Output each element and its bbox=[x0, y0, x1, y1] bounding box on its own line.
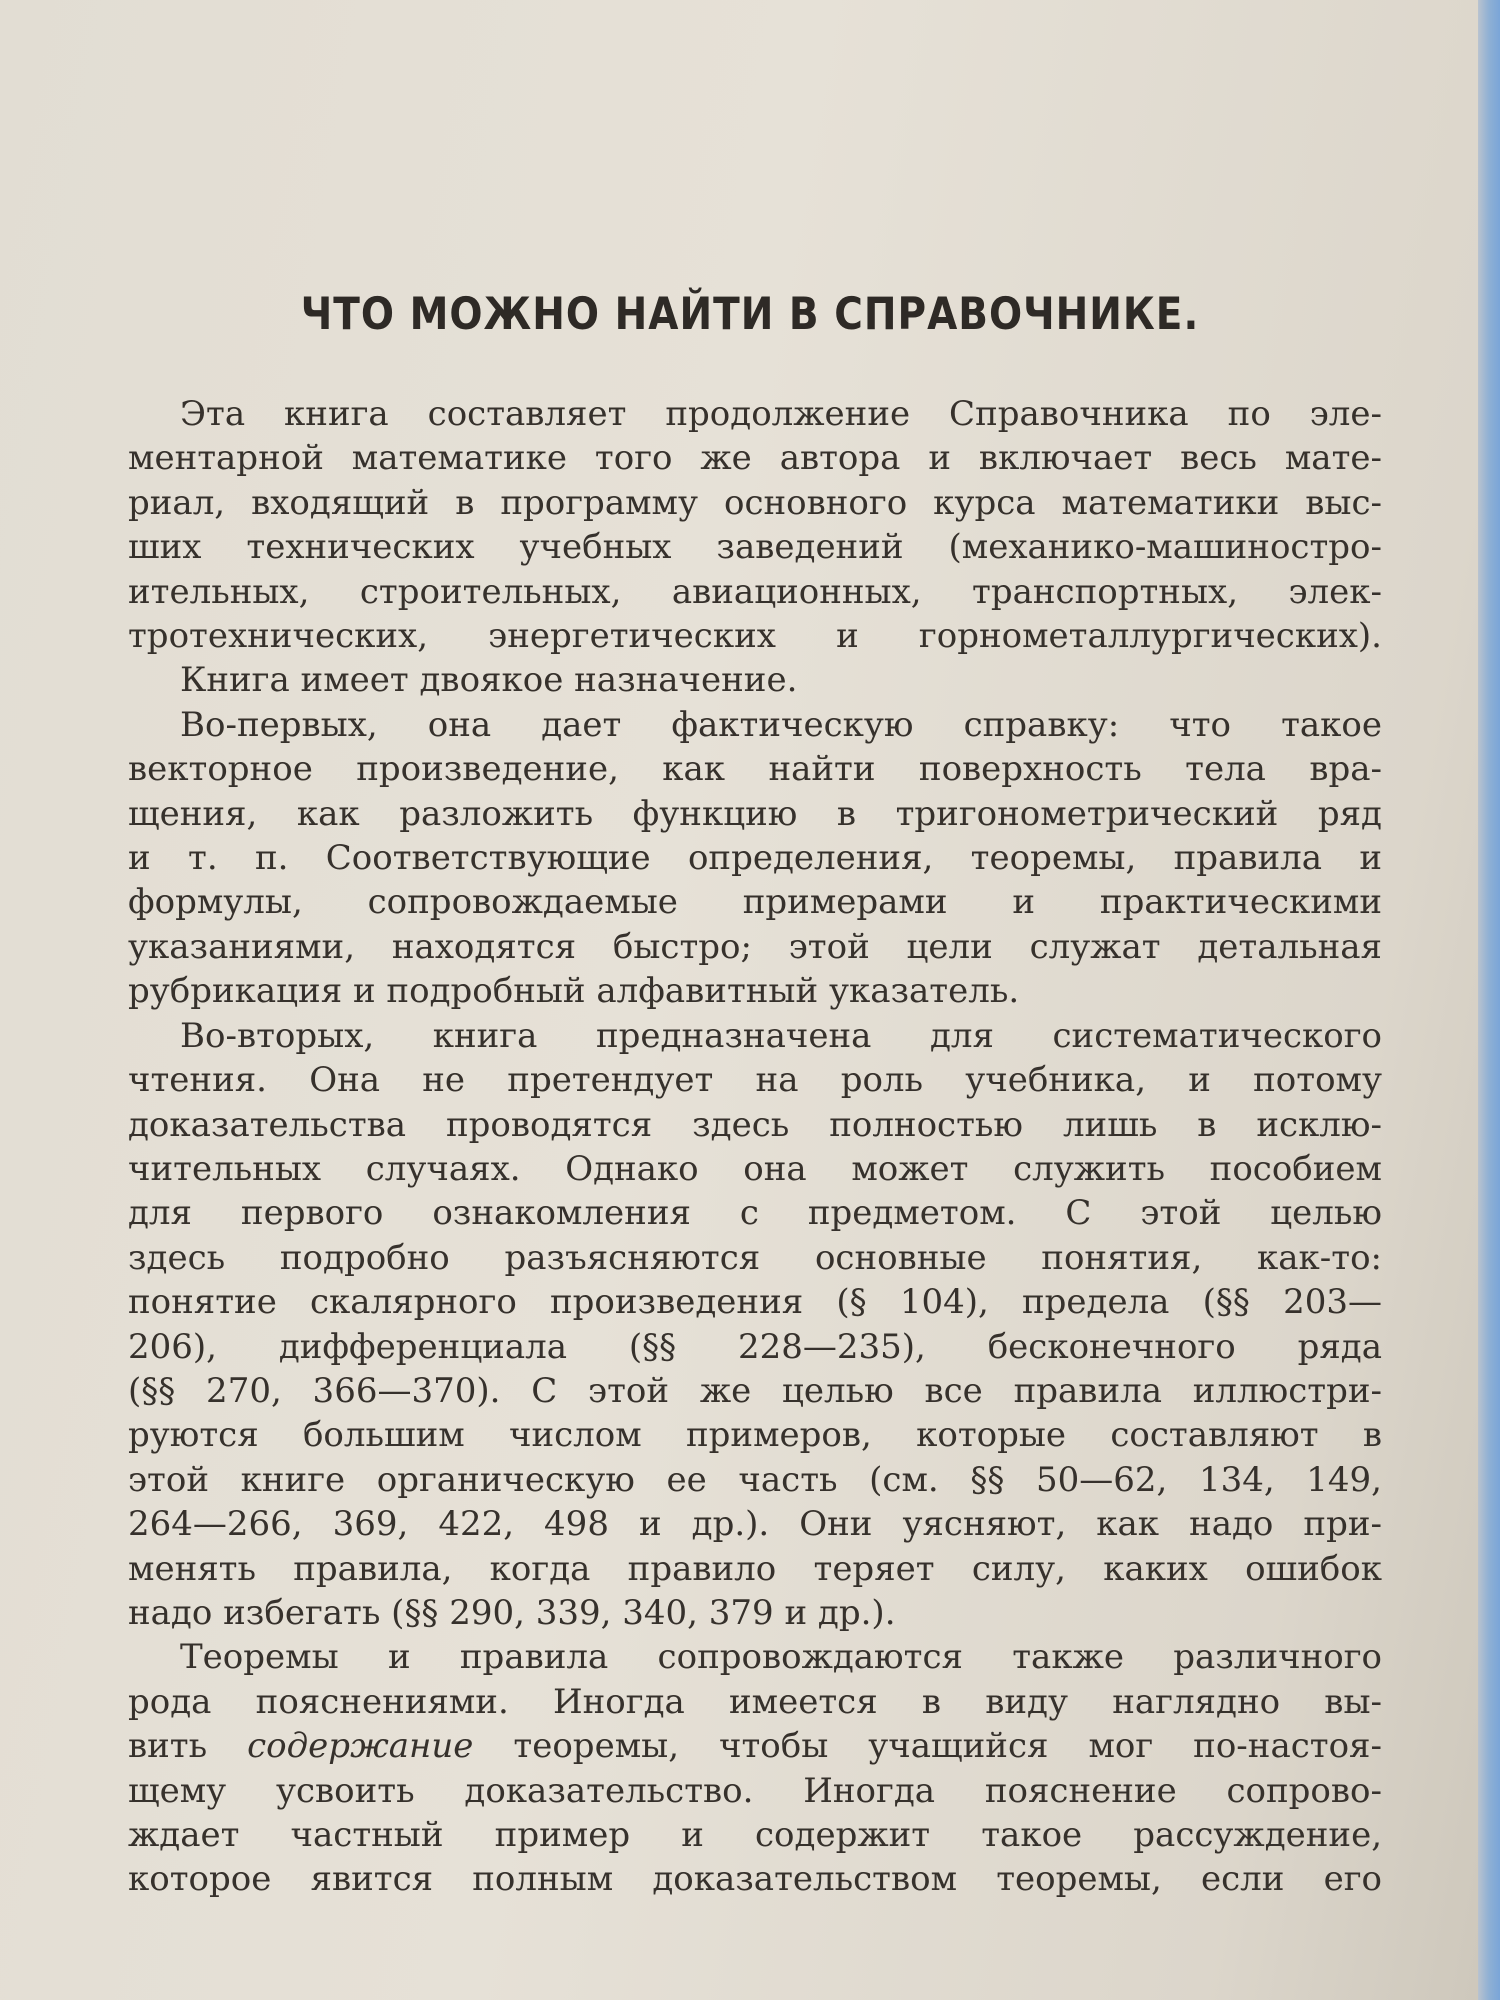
text-line-with-italic bbox=[128, 1724, 1382, 1768]
text-line: для первого ознакомления с предметом. С этой целью bbox=[128, 1193, 1382, 1234]
text-line: Во-первых, она дает фактическую справку: что такое bbox=[180, 704, 1382, 745]
text-line: менять правила, когда правило теряет силу, каких ошибок bbox=[128, 1548, 1382, 1589]
paragraph-2 bbox=[128, 658, 1382, 702]
text-line: Теоремы и правила сопровождаются также различного bbox=[180, 1637, 1382, 1678]
text-line: ментарной математике того же автора и включает весь мате- bbox=[128, 438, 1382, 479]
text-line: чтения. Она не претендует на роль учебника, и потому bbox=[128, 1060, 1382, 1101]
text-line: ительных, строительных, авиационных, транспортных, элек- bbox=[128, 571, 1382, 612]
text-line: здесь подробно разъясняются основные понятия, как-то: bbox=[128, 1237, 1382, 1278]
text-line: Во-вторых, книга предназначена для систематического bbox=[180, 1015, 1382, 1056]
text-line: понятие скалярного произведения (§ 104), предела (§§ 203— bbox=[128, 1282, 1382, 1323]
text-line: щему усвоить доказательство. Иногда пояснение сопрово- bbox=[128, 1770, 1382, 1811]
body-text bbox=[128, 392, 1382, 1902]
paragraph-3 bbox=[128, 703, 1382, 1014]
text-line: надо избегать (§§ 290, 339, 340, 379 и др.). bbox=[128, 1592, 896, 1633]
paragraph-4 bbox=[128, 1014, 1382, 1636]
text-line: руются большим числом примеров, которые составляют в bbox=[128, 1415, 1382, 1456]
text-line: ших технических учебных заведений (механико-машиностро- bbox=[128, 527, 1382, 568]
text-line: и т. п. Соответствующие определения, теоремы, правила и bbox=[128, 838, 1382, 879]
text-line: 264—266, 369, 422, 498 и др.). Они уясняют, как надо при- bbox=[128, 1504, 1382, 1545]
text-line: риал, входящий в программу основного курса математики выс- bbox=[128, 482, 1382, 523]
italic-word: содержание bbox=[247, 1726, 474, 1767]
text-line: этой книге органическую ее часть (см. §§ 50—62, 134, 149, bbox=[128, 1459, 1382, 1500]
text-fragment: вить bbox=[128, 1726, 248, 1767]
text-line: тротехнических, энергетических и горнометаллургических). bbox=[128, 616, 1382, 657]
text-fragment: теоремы, чтобы учащийся мог по-настоя- bbox=[473, 1726, 1382, 1767]
text-line: которое явится полным доказательством теоремы, если его bbox=[128, 1859, 1382, 1900]
text-line: Книга имеет двоякое назначение. bbox=[180, 660, 798, 701]
text-line: рубрикация и подробный алфавитный указатель. bbox=[128, 971, 1020, 1012]
text-line: доказательства проводятся здесь полностью лишь в исклю- bbox=[128, 1104, 1382, 1145]
text-line: (§§ 270, 366—370). С этой же целью все правила иллюстри- bbox=[128, 1370, 1382, 1411]
paragraph-5 bbox=[128, 1635, 1382, 1901]
text-line: указаниями, находятся быстро; этой цели служат детальная bbox=[128, 926, 1382, 967]
text-line: Эта книга составляет продолжение Справочника по эле- bbox=[180, 394, 1382, 434]
page-edge bbox=[1478, 0, 1500, 2000]
text-line: щения, как разложить функцию в тригонометрический ряд bbox=[128, 793, 1382, 834]
text-line: рода пояснениями. Иногда имеется в виду наглядно вы- bbox=[128, 1681, 1382, 1722]
text-line: формулы, сопровождаемые примерами и практическими bbox=[128, 882, 1382, 923]
text-line: 206), дифференциала (§§ 228—235), бесконечного ряда bbox=[128, 1326, 1382, 1367]
paragraph-1 bbox=[128, 392, 1382, 658]
page-heading: ЧТО МОЖНО НАЙТИ В СПРАВОЧНИКЕ. bbox=[300, 288, 1200, 341]
text-line: ждает частный пример и содержит такое рассуждение, bbox=[128, 1815, 1382, 1855]
text-line: чительных случаях. Однако она может служить пособием bbox=[128, 1148, 1382, 1189]
text-line: векторное произведение, как найти поверхность тела вра- bbox=[128, 749, 1382, 790]
